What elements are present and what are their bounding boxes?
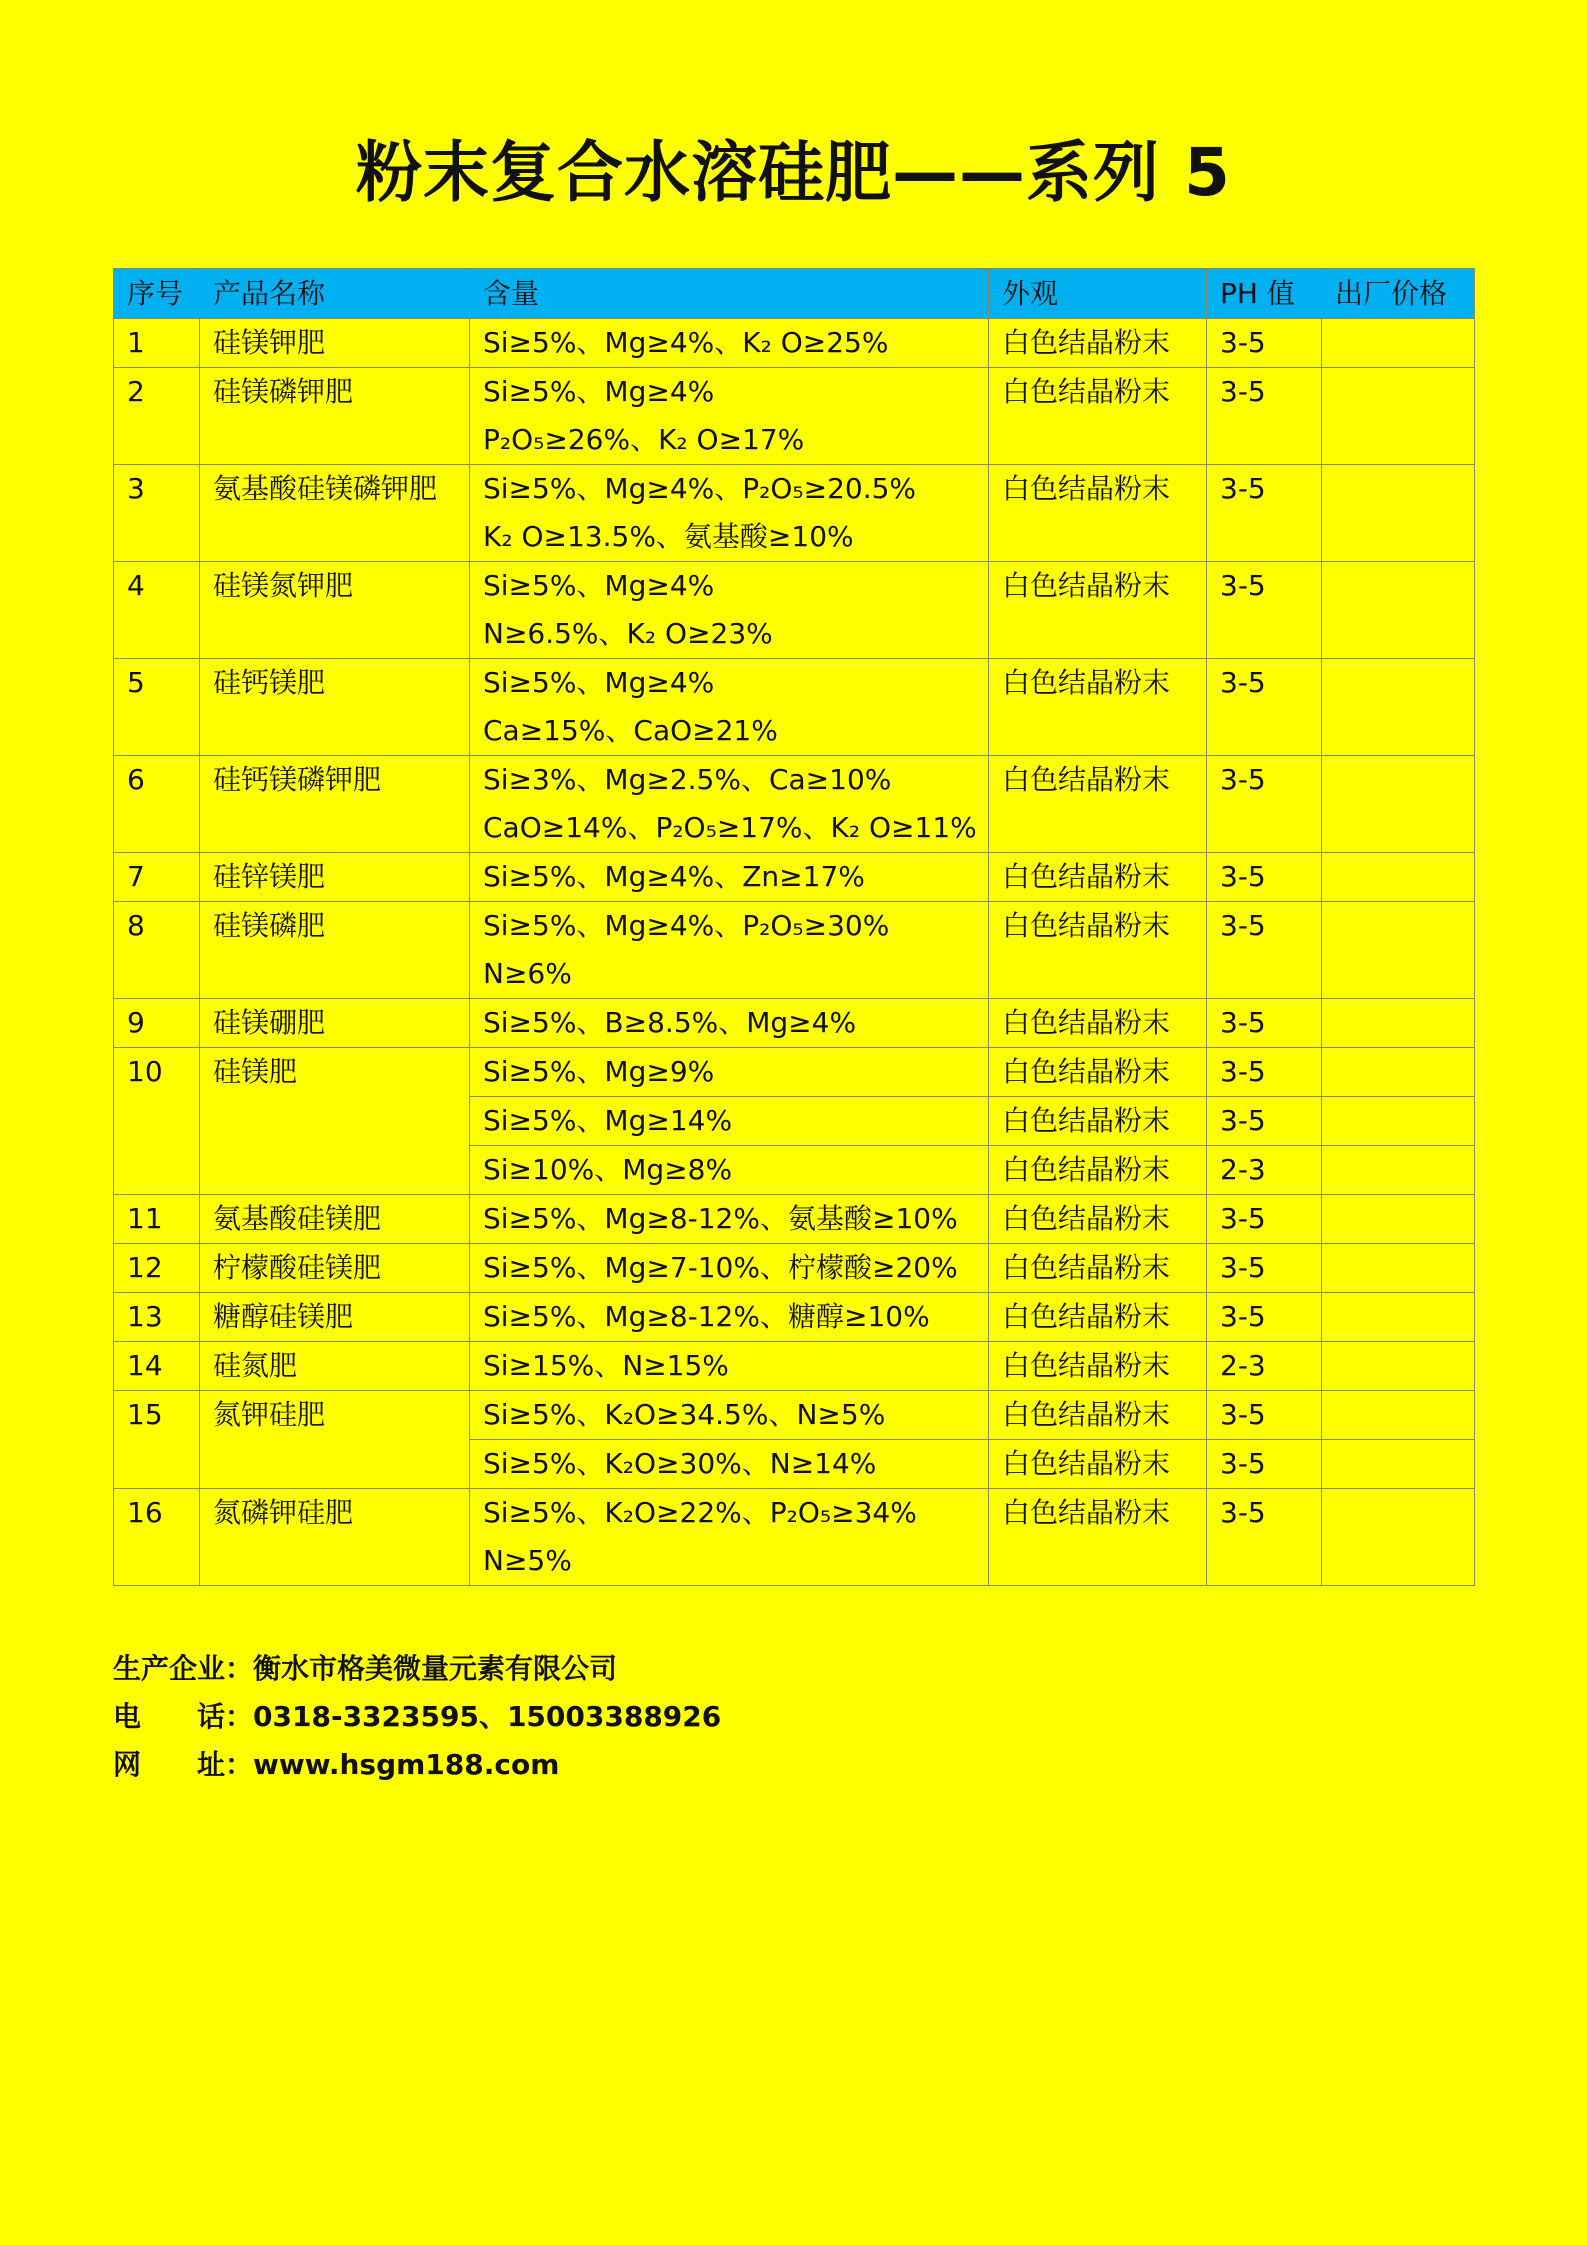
content-line: P₂O₅≥26%、K₂ O≥17% [483,423,805,456]
content-line: Ca≥15%、CaO≥21% [483,714,778,747]
cell-content [470,1342,989,1391]
table-row [114,1195,1475,1244]
cell-ph: 3-5 [1207,1097,1322,1146]
cell-content [470,1244,989,1293]
cell-appearance: 白色结晶粉末 [989,1391,1207,1440]
cell-ph: 3-5 [1207,853,1322,902]
cell-appearance: 白色结晶粉末 [989,368,1207,465]
cell-product-name: 氨基酸硅镁肥 [200,1195,470,1244]
cell-product-name: 硅镁肥 [200,1048,470,1195]
content-line: Si≥3%、Mg≥2.5%、Ca≥10% [483,763,892,796]
content-line: Si≥5%、Mg≥4%、P₂O₅≥20.5% [483,472,917,505]
cell-appearance: 白色结晶粉末 [989,1342,1207,1391]
cell-content [470,756,989,853]
table-row [114,1342,1475,1391]
cell-no: 6 [114,756,200,853]
cell-content [470,1048,989,1097]
cell-price [1322,999,1475,1048]
cell-no: 4 [114,562,200,659]
table-row [114,1244,1475,1293]
cell-no: 10 [114,1048,200,1195]
cell-product-name: 硅镁钾肥 [200,319,470,368]
content-line: N≥5% [483,1544,572,1577]
cell-content [470,902,989,999]
page-title: 粉末复合水溶硅肥——系列 5 [356,134,1231,211]
cell-price [1322,368,1475,465]
cell-price [1322,659,1475,756]
cell-ph: 2-3 [1207,1146,1322,1195]
content-line: Si≥5%、K₂O≥34.5%、N≥5% [483,1398,886,1431]
company-info [113,1645,721,1789]
cell-appearance: 白色结晶粉末 [989,902,1207,999]
cell-no: 8 [114,902,200,999]
cell-no: 2 [114,368,200,465]
cell-ph: 3-5 [1207,1048,1322,1097]
content-line: Si≥5%、B≥8.5%、Mg≥4% [483,1006,857,1039]
cell-product-name: 硅钙镁磷钾肥 [200,756,470,853]
cell-no: 7 [114,853,200,902]
table-row [114,368,1475,465]
cell-no: 3 [114,465,200,562]
cell-price [1322,1293,1475,1342]
cell-product-name: 氨基酸硅镁磷钾肥 [200,465,470,562]
cell-no: 12 [114,1244,200,1293]
cell-product-name: 柠檬酸硅镁肥 [200,1244,470,1293]
cell-content [470,999,989,1048]
cell-ph: 3-5 [1207,1293,1322,1342]
cell-content [470,1391,989,1440]
cell-no: 11 [114,1195,200,1244]
cell-ph: 3-5 [1207,368,1322,465]
phone-label: 电 话： [113,1700,254,1733]
header-content: 含量 [470,269,989,319]
table-row [114,319,1475,368]
cell-ph: 3-5 [1207,562,1322,659]
table-row [114,1391,1475,1440]
content-line: Si≥5%、Mg≥4%、P₂O₅≥30% [483,909,890,942]
cell-no: 1 [114,319,200,368]
cell-price [1322,902,1475,999]
cell-price [1322,319,1475,368]
cell-appearance: 白色结晶粉末 [989,999,1207,1048]
cell-appearance: 白色结晶粉末 [989,1489,1207,1586]
cell-product-name: 硅氮肥 [200,1342,470,1391]
cell-product-name: 氮钾硅肥 [200,1391,470,1489]
cell-ph: 3-5 [1207,999,1322,1048]
content-line: Si≥5%、Mg≥4%、Zn≥17% [483,860,865,893]
cell-content [470,368,989,465]
content-line: Si≥5%、Mg≥4% [483,666,715,699]
cell-ph: 3-5 [1207,319,1322,368]
content-line: Si≥10%、Mg≥8% [483,1153,733,1186]
cell-no: 16 [114,1489,200,1586]
cell-product-name: 硅镁硼肥 [200,999,470,1048]
content-line: Si≥5%、Mg≥4% [483,569,715,602]
header-name: 产品名称 [200,269,470,319]
content-line: Si≥5%、Mg≥4% [483,375,715,408]
cell-product-name: 硅钙镁肥 [200,659,470,756]
cell-ph: 3-5 [1207,465,1322,562]
cell-appearance: 白色结晶粉末 [989,1097,1207,1146]
table-row [114,465,1475,562]
cell-price [1322,1244,1475,1293]
company-label: 生产企业： [113,1652,254,1685]
content-line: Si≥5%、Mg≥14% [483,1104,733,1137]
table-row [114,853,1475,902]
cell-ph: 2-3 [1207,1342,1322,1391]
cell-appearance: 白色结晶粉末 [989,465,1207,562]
cell-appearance: 白色结晶粉末 [989,756,1207,853]
cell-price [1322,1391,1475,1440]
cell-appearance: 白色结晶粉末 [989,1048,1207,1097]
content-line: Si≥5%、Mg≥8-12%、氨基酸≥10% [483,1202,958,1235]
cell-appearance: 白色结晶粉末 [989,562,1207,659]
cell-ph: 3-5 [1207,1440,1322,1489]
cell-price [1322,1097,1475,1146]
cell-content [470,1293,989,1342]
cell-price [1322,1146,1475,1195]
cell-price [1322,1342,1475,1391]
header-no: 序号 [114,269,200,319]
cell-appearance: 白色结晶粉末 [989,1440,1207,1489]
company-row [113,1645,721,1693]
cell-price [1322,1440,1475,1489]
content-line: Si≥5%、Mg≥8-12%、糖醇≥10% [483,1300,930,1333]
cell-price [1322,465,1475,562]
cell-content [470,1489,989,1586]
table-header-row [114,269,1475,319]
cell-content [470,853,989,902]
content-line: K₂ O≥13.5%、氨基酸≥10% [483,520,854,553]
cell-price [1322,562,1475,659]
cell-ph: 3-5 [1207,1195,1322,1244]
cell-product-name: 硅镁磷钾肥 [200,368,470,465]
cell-product-name: 硅镁磷肥 [200,902,470,999]
cell-content [470,465,989,562]
cell-ph: 3-5 [1207,1489,1322,1586]
cell-product-name: 硅镁氮钾肥 [200,562,470,659]
cell-appearance: 白色结晶粉末 [989,853,1207,902]
cell-no: 14 [114,1342,200,1391]
cell-price [1322,853,1475,902]
content-line: Si≥15%、N≥15% [483,1349,729,1382]
cell-product-name: 硅锌镁肥 [200,853,470,902]
cell-no: 9 [114,999,200,1048]
cell-appearance: 白色结晶粉末 [989,1244,1207,1293]
cell-product-name: 糖醇硅镁肥 [200,1293,470,1342]
table-row [114,1489,1475,1586]
cell-price [1322,1195,1475,1244]
content-line: Si≥5%、Mg≥9% [483,1055,715,1088]
cell-appearance: 白色结晶粉末 [989,1293,1207,1342]
company-name: 衡水市格美微量元素有限公司 [253,1652,618,1685]
content-line: N≥6% [483,957,572,990]
table-row [114,1293,1475,1342]
cell-appearance: 白色结晶粉末 [989,1195,1207,1244]
cell-ph: 3-5 [1207,1244,1322,1293]
cell-appearance: 白色结晶粉末 [989,319,1207,368]
table-row [114,999,1475,1048]
web-label: 网 址： [113,1748,254,1781]
cell-content [470,1097,989,1146]
table-row [114,562,1475,659]
cell-no: 5 [114,659,200,756]
cell-content [470,562,989,659]
header-ph: PH 值 [1207,269,1322,319]
cell-price [1322,1489,1475,1586]
table-row [114,902,1475,999]
content-line: Si≥5%、Mg≥4%、K₂ O≥25% [483,326,889,359]
cell-content [470,1146,989,1195]
content-line: Si≥5%、Mg≥7-10%、柠檬酸≥20% [483,1251,958,1284]
content-line: Si≥5%、K₂O≥30%、N≥14% [483,1447,877,1480]
header-appearance: 外观 [989,269,1207,319]
content-line: N≥6.5%、K₂ O≥23% [483,617,773,650]
cell-product-name: 氮磷钾硅肥 [200,1489,470,1586]
header-price: 出厂价格 [1322,269,1475,319]
cell-ph: 3-5 [1207,659,1322,756]
phone-row [113,1693,721,1741]
web-row [113,1741,721,1789]
cell-price [1322,1048,1475,1097]
phone-numbers: 0318-3323595、15003388926 [253,1700,722,1733]
cell-appearance: 白色结晶粉末 [989,659,1207,756]
table-row [114,756,1475,853]
cell-no: 15 [114,1391,200,1489]
content-line: Si≥5%、K₂O≥22%、P₂O₅≥34% [483,1496,917,1529]
cell-ph: 3-5 [1207,1391,1322,1440]
cell-content [470,659,989,756]
web-address[interactable]: www.hsgm188.com [253,1748,560,1781]
cell-price [1322,756,1475,853]
cell-content [470,319,989,368]
product-table [113,268,1475,1586]
table-body [114,319,1475,1586]
cell-ph: 3-5 [1207,756,1322,853]
cell-appearance: 白色结晶粉末 [989,1146,1207,1195]
cell-content [470,1440,989,1489]
table-row [114,1048,1475,1097]
cell-content [470,1195,989,1244]
cell-ph: 3-5 [1207,902,1322,999]
table-row [114,659,1475,756]
cell-no: 13 [114,1293,200,1342]
content-line: CaO≥14%、P₂O₅≥17%、K₂ O≥11% [483,811,977,844]
